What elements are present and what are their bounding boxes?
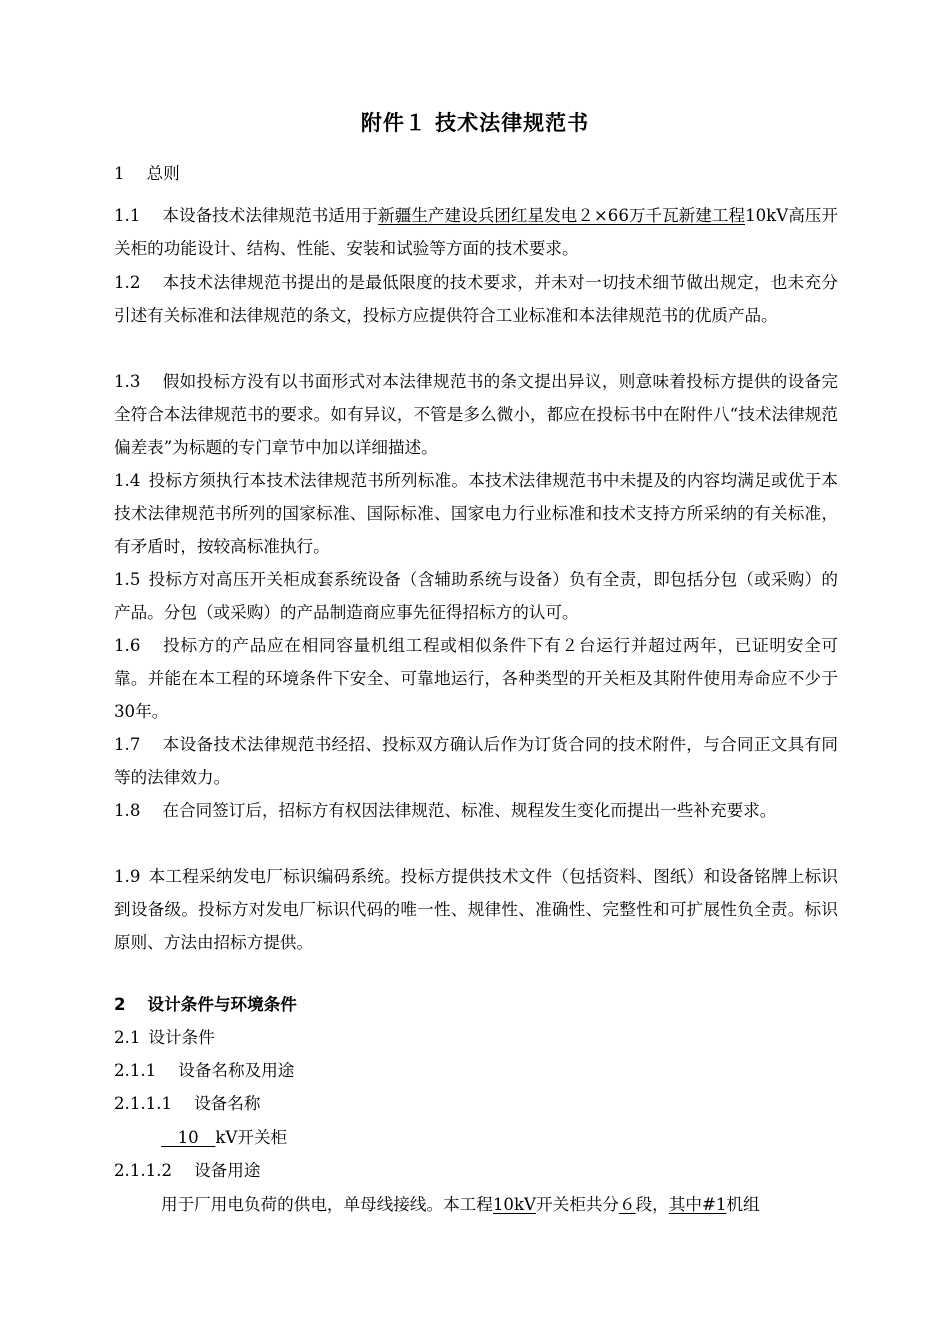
clause-title: 设计条件 xyxy=(148,1028,215,1047)
clause-text: 投标方的产品应在相同容量机组工程或相似条件下有２台运行并超过两年，已证明安全可靠。并能在本工程的环境条件下安全、可靠地运行，各种类型的开关柜及其附件使用寿命应不少于30年。 xyxy=(114,636,838,721)
device-name-suffix: kV开关柜 xyxy=(215,1128,288,1147)
paragraph-1-5 xyxy=(114,563,838,629)
clause-number: 2.1.1.2 xyxy=(114,1161,173,1180)
usage-text-mid: 开关柜共分 xyxy=(536,1195,619,1214)
device-usage-line xyxy=(161,1188,838,1221)
clause-number: 1.5 xyxy=(114,570,141,589)
clause-text: 在合同签订后，招标方有权因法律规范、标准、规程发生变化而提出一些补充要求。 xyxy=(162,801,777,820)
clause-title: 设备名称 xyxy=(194,1094,261,1113)
paragraph-1-3 xyxy=(114,365,838,464)
paragraph-1-8 xyxy=(114,794,838,827)
paragraph-1-9 xyxy=(114,860,838,959)
clause-number: 1.1 xyxy=(114,206,141,225)
section-1-heading xyxy=(114,157,838,190)
clause-title: 设备用途 xyxy=(194,1161,261,1180)
project-name: 新疆生产建设兵团红星发电２×66万千瓦新建工程 xyxy=(378,206,746,225)
subsection-2-1-1-1 xyxy=(114,1087,838,1120)
clause-title: 设备名称及用途 xyxy=(178,1061,295,1080)
document-title: 附件１ 技术法律规范书 xyxy=(360,111,590,135)
usage-segment-count: ６ xyxy=(619,1195,636,1214)
clause-number: 1.3 xyxy=(114,372,141,391)
usage-text-end: 机组 xyxy=(726,1195,760,1214)
paragraph-1-4 xyxy=(114,464,838,563)
section-number: 1 xyxy=(114,164,125,183)
clause-text-cont: 10kV高压开关柜的功能设计、结构、性能、安装和试验等方面的技术要求。 xyxy=(114,206,839,258)
clause-number: 2.1.1.1 xyxy=(114,1094,173,1113)
paragraph-1-6 xyxy=(114,629,838,728)
paragraph-1-2 xyxy=(114,266,838,332)
section-number: 2 xyxy=(114,995,126,1014)
subsection-2-1 xyxy=(114,1021,838,1054)
device-voltage: 10 xyxy=(177,1128,199,1147)
clause-number: 2.1 xyxy=(114,1028,141,1047)
clause-number: 2.1.1 xyxy=(114,1061,157,1080)
usage-voltage: 10kV xyxy=(492,1195,537,1214)
subsection-2-1-1 xyxy=(114,1054,838,1087)
section-2-heading xyxy=(114,988,838,1021)
section-title: 设计条件与环境条件 xyxy=(147,995,297,1014)
clause-number: 1.7 xyxy=(114,735,141,754)
subsection-2-1-1-2 xyxy=(114,1154,838,1187)
usage-text: 用于厂用电负荷的供电，单母线接线。本工程 xyxy=(161,1195,493,1214)
section-title: 总则 xyxy=(146,164,180,183)
clause-number: 1.4 xyxy=(114,471,141,490)
usage-text-mid2: 段， xyxy=(635,1195,669,1214)
clause-number: 1.9 xyxy=(114,867,141,886)
clause-number: 1.2 xyxy=(114,273,141,292)
clause-text: 假如投标方没有以书面形式对本法律规范书的条文提出异议，则意味着投标方提供的设备完全符合本法律规范书的要求。如有异议，不管是多么微小，都应在投标书中在附件八“技术法律规范偏差表”为标题的专门章节中加以详细描述。 xyxy=(114,372,838,457)
clause-text: 投标方须执行本技术法律规范书所列标准。本技术法律规范书中未提及的内容均满足或优于本技术法律规范书所列的国家标准、国际标准、国家电力行业标准和技术支持方所采纳的有关标准，有矛盾时，按较高标准执行。 xyxy=(114,471,838,556)
paragraph-1-7 xyxy=(114,728,838,794)
device-name-line xyxy=(161,1121,838,1154)
clause-text: 本设备技术法律规范书经招、投标双方确认后作为订货合同的技术附件，与合同正文具有同等的法律效力。 xyxy=(114,735,838,787)
clause-number: 1.6 xyxy=(114,636,141,655)
paragraph-1-1 xyxy=(114,199,838,265)
clause-text: 本工程采纳发电厂标识编码系统。投标方提供技术文件（包括资料、图纸）和设备铭牌上标识到设备级。投标方对发电厂标识代码的唯一性、规律性、准确性、完整性和可扩展性负全责。标识原则、方法由招标方提供。 xyxy=(114,867,838,952)
clause-text: 本技术法律规范书提出的是最低限度的技术要求，并未对一切技术细节做出规定，也未充分引述有关标准和法律规范的条文，投标方应提供符合工业标准和本法律规范书的优质产品。 xyxy=(114,273,838,325)
usage-unit: 其中#1 xyxy=(668,1195,727,1214)
clause-number: 1.8 xyxy=(114,801,141,820)
clause-text: 本设备技术法律规范书适用于 xyxy=(162,206,379,225)
clause-text: 投标方对高压开关柜成套系统设备（含辅助系统与设备）负有全责，即包括分包（或采购）的产品。分包（或采购）的产品制造商应事先征得招标方的认可。 xyxy=(114,570,838,622)
